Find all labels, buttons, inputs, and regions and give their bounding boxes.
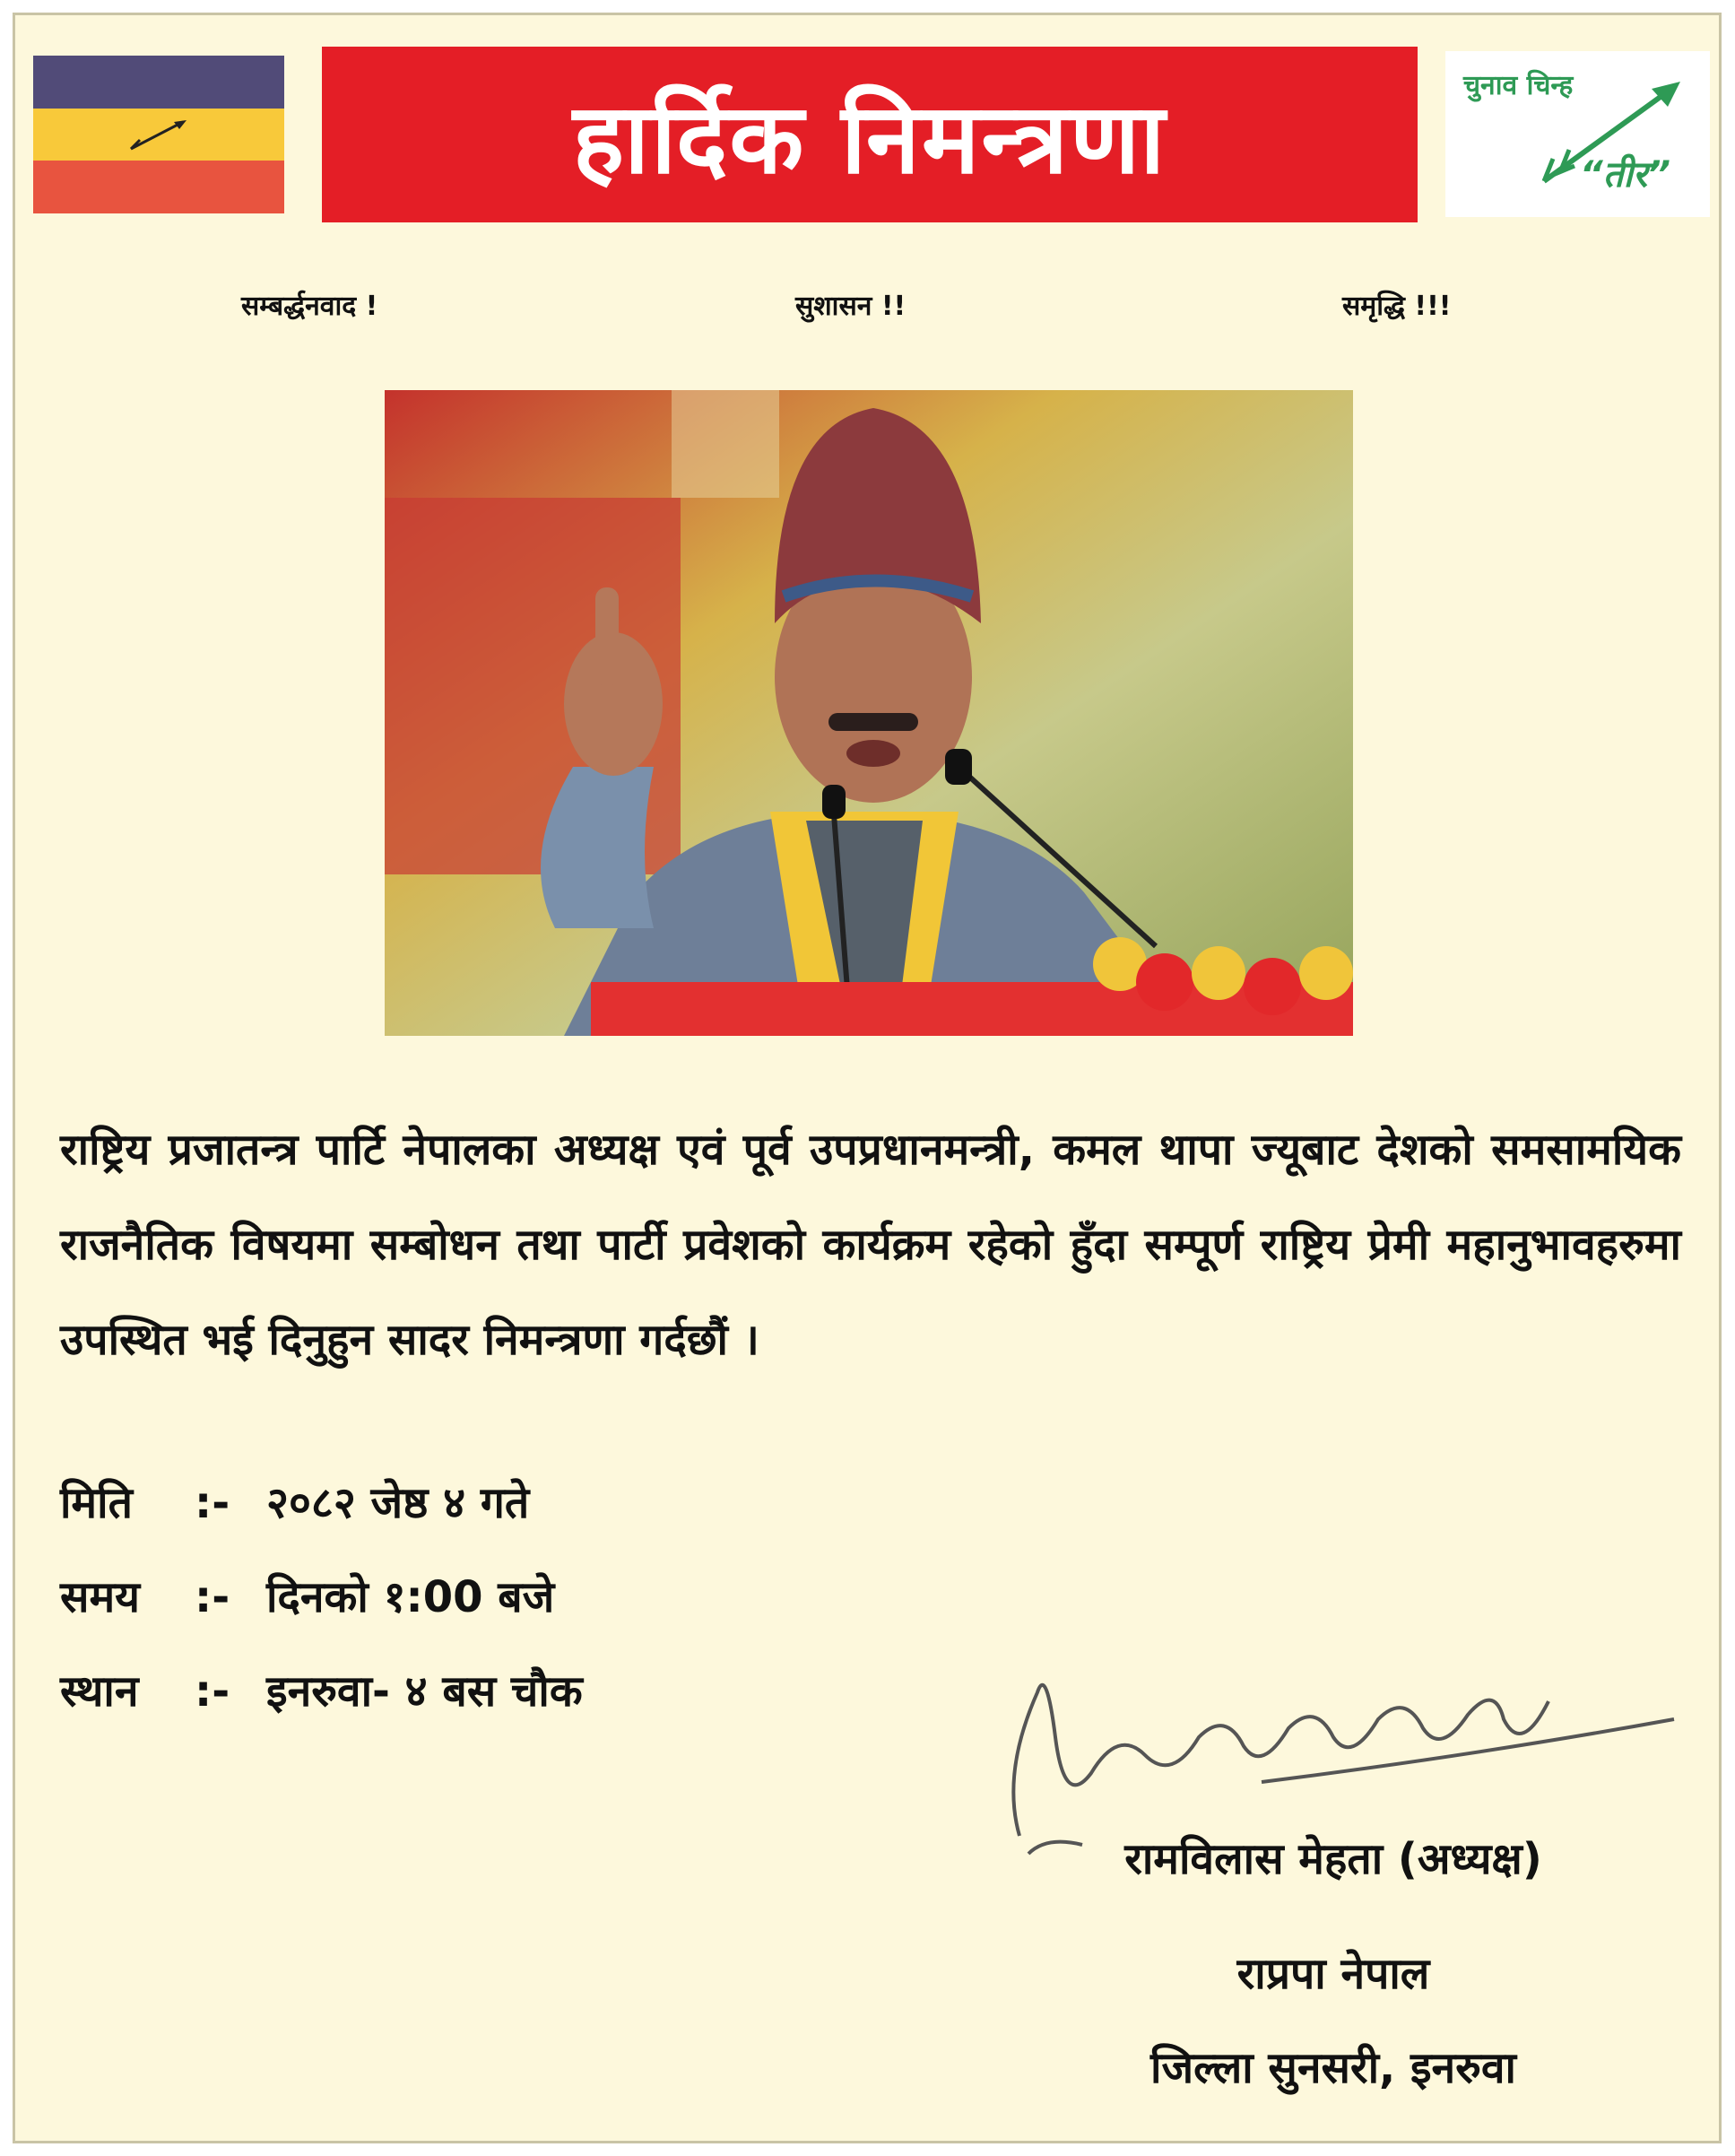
speaker-photo [385, 390, 1353, 1036]
invitation-text: राष्ट्रिय प्रजातन्त्र पार्टि नेपालका अध्यक्ष एवं पूर्व उपप्रधानमन्त्री, कमल थापा ज्यूबाट देशको समसामयिक राजनैतिक विषयमा सम्बोधन तथा पार्टी प्रवेशको कार्यक्रम रहेको हुँदा सम्पूर्ण राष्ट्रिय प्रेमी महानुभावहरुमा उपस्थित भई दिनुहुन सादर निमन्त्रणा गर्दछौं । [60, 1125, 1681, 1365]
signatory-name: रामविलास मेहता (अध्यक्ष) [1124, 1834, 1542, 1884]
date-separator: :- [195, 1478, 230, 1528]
place-separator: :- [195, 1666, 230, 1717]
signatory-party: राप्रपा नेपाल [1236, 1949, 1430, 1999]
detail-date [60, 1473, 529, 1531]
detail-place [60, 1661, 583, 1719]
signatory-place: जिल्ला सुनसरी, इनरुवा [1150, 2043, 1516, 2093]
place-value: इनरुवा- ४ बस चौक [266, 1666, 583, 1717]
signature [993, 1630, 1692, 1863]
time-label: समय [60, 1572, 140, 1622]
time-separator: :- [195, 1572, 230, 1622]
symbol-label: चुनाव चिन्ह [1463, 70, 1574, 101]
time-value: दिनको १:00 बजे [266, 1572, 555, 1622]
invitation-poster [13, 13, 1722, 2143]
symbol-name: “तीर” [1580, 154, 1671, 196]
slogan-1: सम्बर्द्धनवाद ! [241, 291, 378, 322]
slogan-3: समृद्धि !!! [1342, 291, 1452, 322]
place-label: स्थान [60, 1666, 139, 1717]
date-label: मिति [60, 1478, 133, 1528]
page-title: हार्दिक निमन्त्रणा [572, 83, 1167, 196]
arrow-icon [127, 117, 190, 152]
slogan-2: सुशासन !! [795, 291, 907, 322]
party-flag [33, 56, 284, 213]
date-value: २०८२ जेष्ठ ४ गते [266, 1478, 530, 1528]
detail-time [60, 1567, 554, 1625]
title-banner [322, 47, 1418, 222]
election-symbol [1445, 51, 1710, 217]
